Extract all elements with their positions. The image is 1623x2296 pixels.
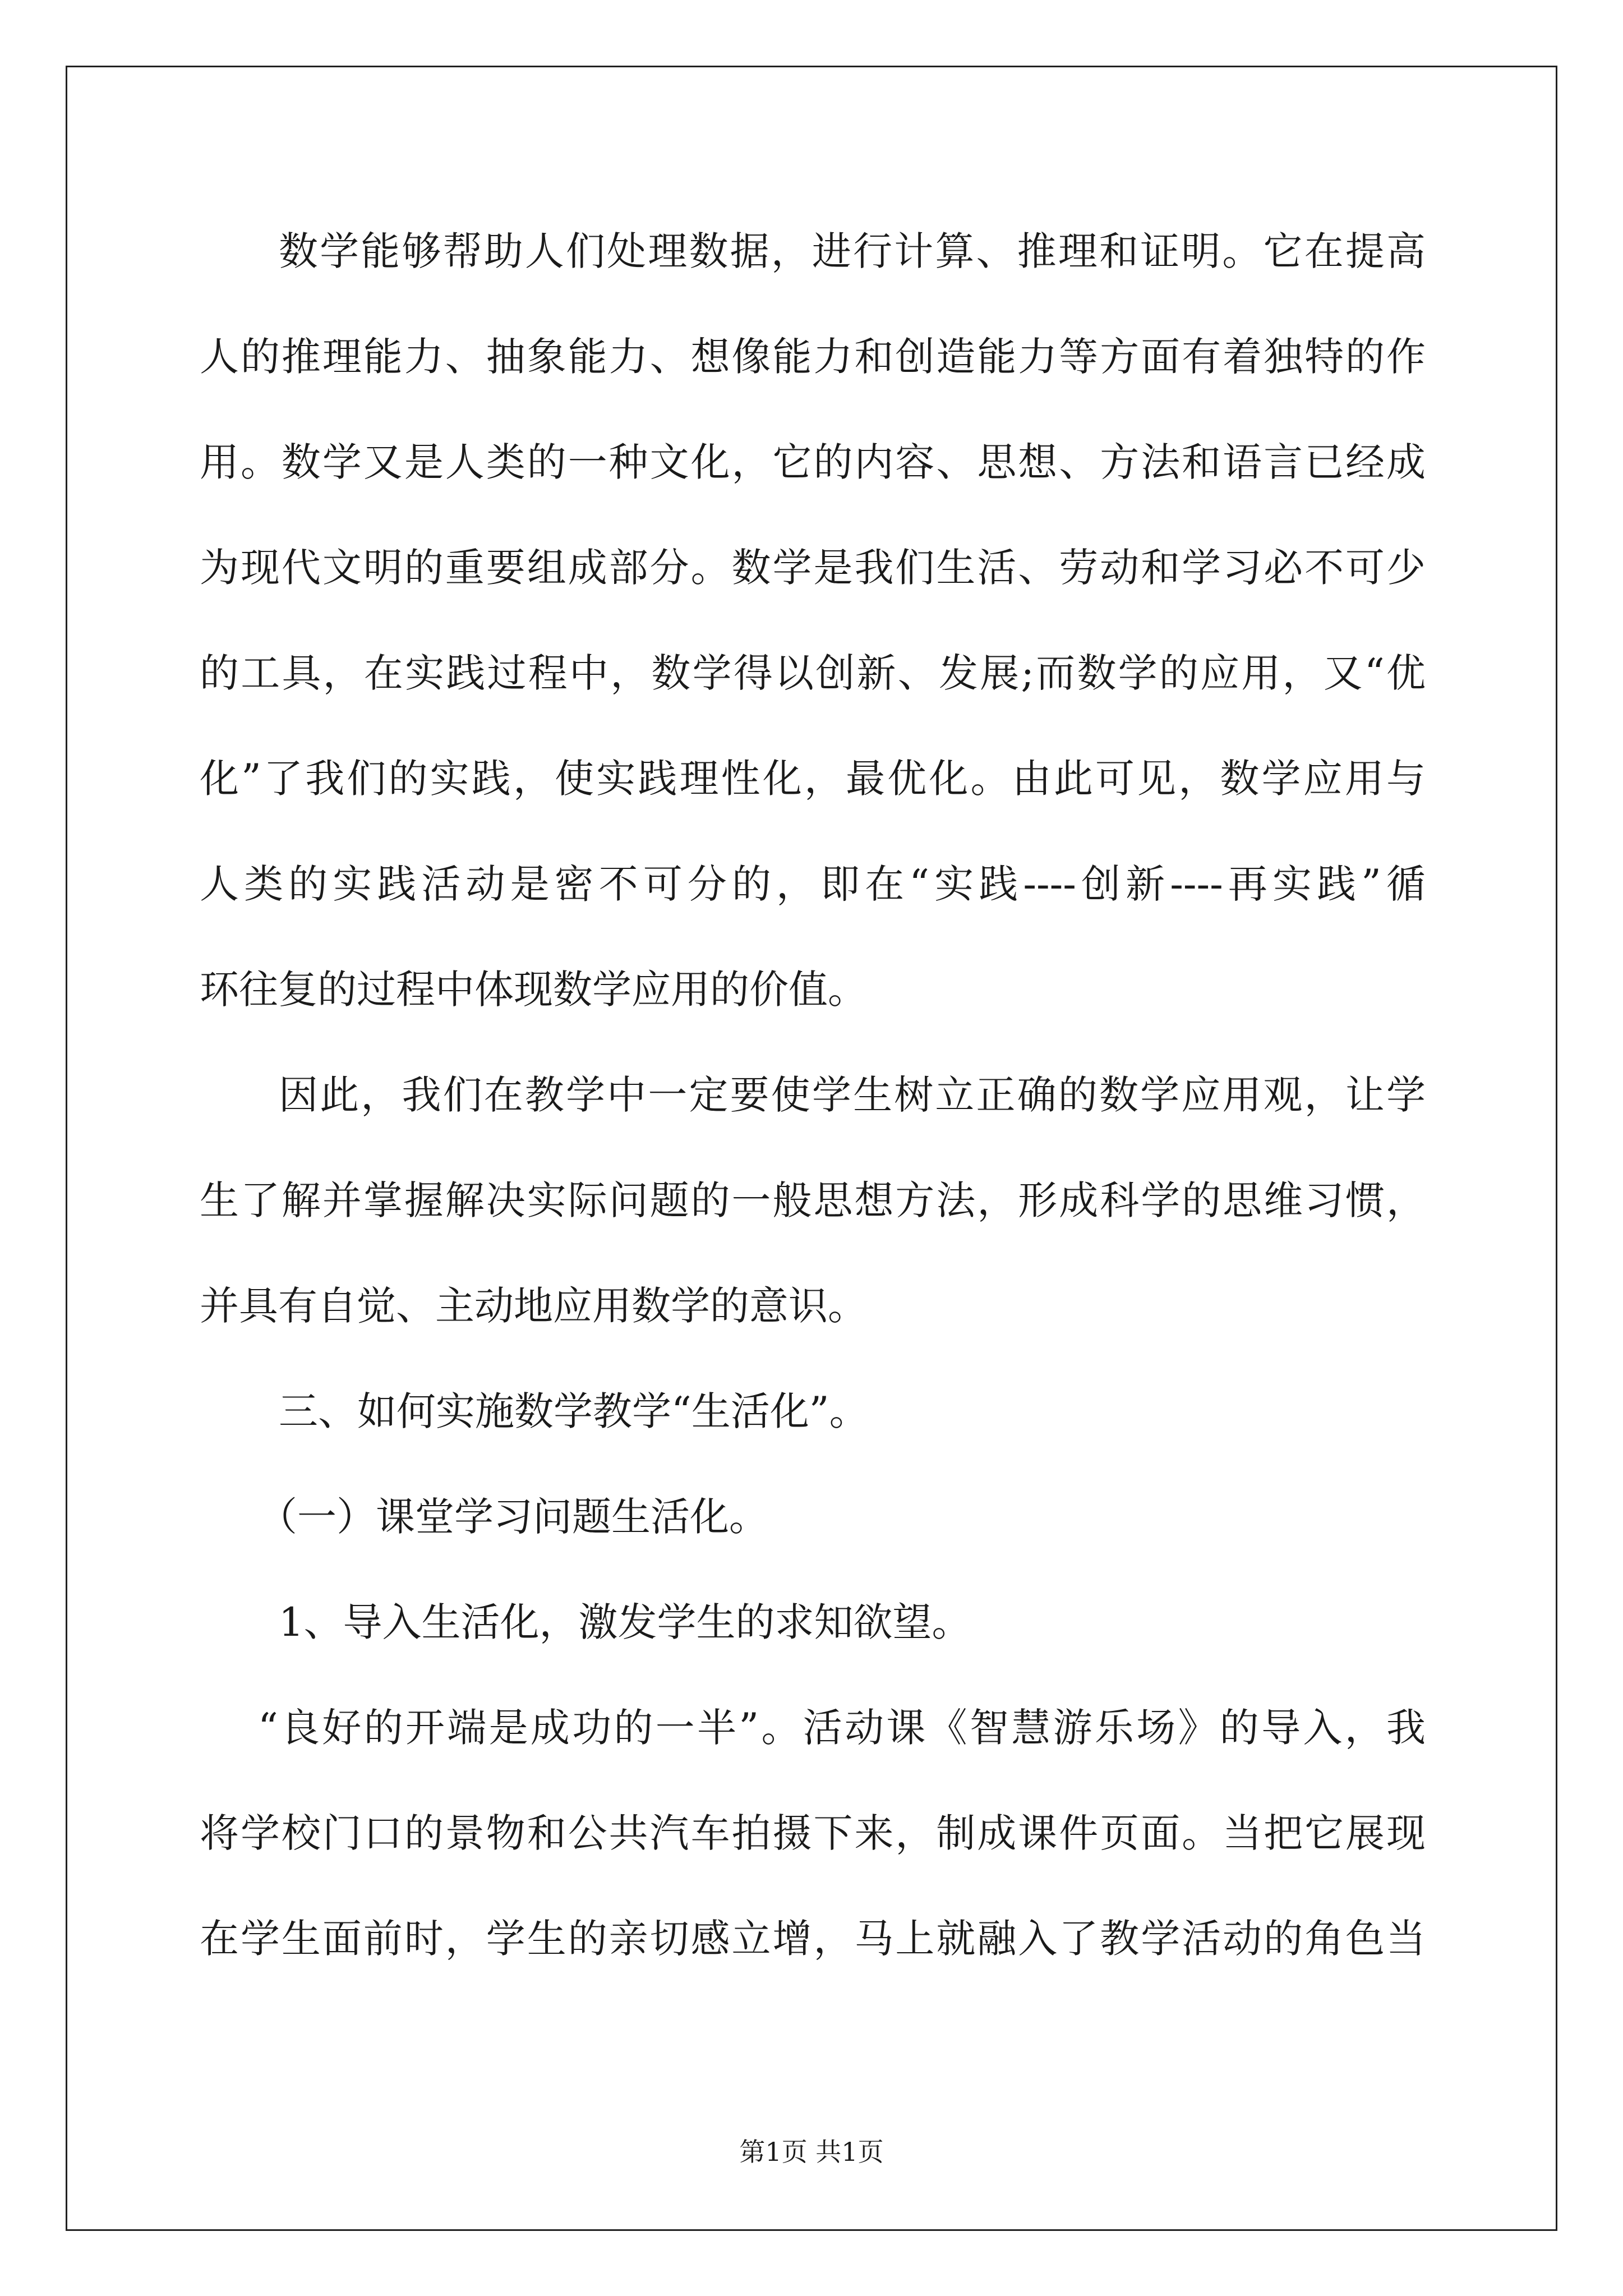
subsection-heading: （一）课堂学习问题生活化。 [258,1494,768,1540]
paragraph-line: 化”了我们的实践，使实践理性化，最优化。由此可见，数学应用与 [200,756,1426,802]
paragraph-line: “良好的开端是成功的一半”。活动课《智慧游乐场》的导入，我 [258,1705,1426,1751]
paragraph-line: 数学能够帮助人们处理数据，进行计算、推理和证明。它在提高 [279,228,1426,274]
paragraph-line: 为现代文明的重要组成部分。数学是我们生活、劳动和学习必不可少 [200,545,1426,591]
paragraph-line: 在学生面前时，学生的亲切感立增，马上就融入了教学活动的角色当 [200,1916,1426,1962]
paragraph-line: 人类的实践活动是密不可分的，即在“实践----创新----再实践”循 [200,861,1426,907]
paragraph-line: 并具有自觉、主动地应用数学的意识。 [200,1283,867,1329]
paragraph-line: 因此，我们在教学中一定要使学生树立正确的数学应用观，让学 [279,1072,1426,1118]
paragraph-line: 将学校门口的景物和公共汽车拍摄下来，制成课件页面。当把它展现 [200,1810,1426,1856]
paragraph-line: 用。数学又是人类的一种文化，它的内容、思想、方法和语言已经成 [200,439,1426,485]
document-body [200,214,1426,2007]
paragraph-line: 环往复的过程中体现数学应用的价值。 [200,967,867,1013]
section-heading: 三、如何实施数学教学“生活化”。 [279,1388,869,1434]
paragraph-line: 生了解并掌握解决实际问题的一般思想方法，形成科学的思维习惯， [200,1177,1426,1223]
paragraph-line: 的工具，在实践过程中，数学得以创新、发展;而数学的应用，又“优 [200,650,1426,696]
page-number-footer: 第1页 共1页 [739,2137,884,2167]
item-heading: 1、导入生活化，激发学生的求知欲望。 [279,1599,971,1645]
paragraph-line: 人的推理能力、抽象能力、想像能力和创造能力等方面有着独特的作 [200,334,1426,380]
